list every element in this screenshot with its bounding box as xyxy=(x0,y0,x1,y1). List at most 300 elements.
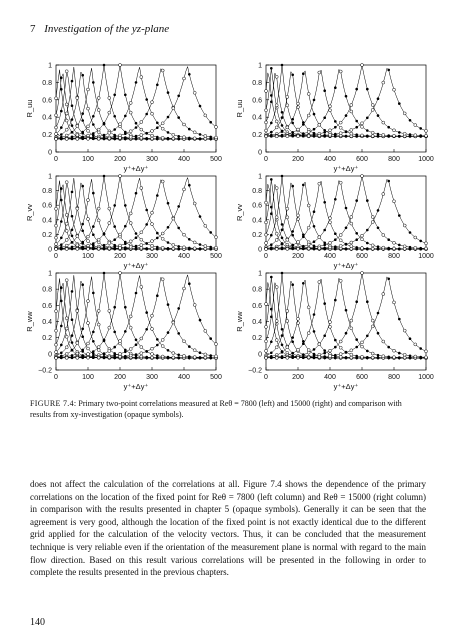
data-point-filled xyxy=(366,129,369,132)
data-point-open xyxy=(265,233,268,236)
data-point-filled xyxy=(345,131,348,134)
y-tick-label: 0.8 xyxy=(252,188,262,196)
data-point-filled xyxy=(124,225,127,228)
data-point-open xyxy=(307,351,310,354)
data-point-filled xyxy=(291,135,294,138)
data-point-filled xyxy=(145,328,148,331)
data-point-filled xyxy=(377,97,380,100)
data-point-filled xyxy=(345,114,348,117)
data-point-filled xyxy=(323,201,326,204)
data-point-filled xyxy=(334,238,337,241)
data-point-open xyxy=(286,207,289,210)
data-point-filled xyxy=(291,230,294,233)
data-point-open xyxy=(361,125,364,128)
data-point-open xyxy=(329,217,332,220)
data-point-filled xyxy=(387,238,390,241)
data-point-open xyxy=(361,341,364,344)
data-point-filled xyxy=(334,86,337,89)
data-point-filled xyxy=(313,128,316,131)
data-point-filled xyxy=(103,352,106,355)
data-point-open xyxy=(275,238,278,241)
data-point-filled xyxy=(124,136,127,139)
data-point-filled xyxy=(135,245,138,248)
data-point-filled xyxy=(387,126,390,129)
data-point-filled xyxy=(323,355,326,358)
data-point-filled xyxy=(291,185,294,188)
page-number: 140 xyxy=(30,617,45,628)
data-point-filled xyxy=(156,344,159,347)
data-point-filled xyxy=(124,355,127,358)
data-point-filled xyxy=(156,136,159,139)
data-point-open xyxy=(193,247,196,250)
data-point-filled xyxy=(156,237,159,240)
data-point-filled xyxy=(377,245,380,248)
data-point-open xyxy=(286,310,289,313)
data-point-open xyxy=(265,340,268,343)
data-point-filled xyxy=(419,134,422,137)
data-point-filled xyxy=(145,311,148,314)
data-point-open xyxy=(403,353,406,356)
data-point-open xyxy=(97,349,100,352)
data-point-open xyxy=(140,355,143,358)
y-tick-label: 0.4 xyxy=(42,319,52,326)
data-point-open xyxy=(339,132,342,135)
x-tick-label: 400 xyxy=(178,156,190,163)
data-point-open xyxy=(108,247,111,250)
data-point-open xyxy=(414,236,417,239)
data-point-filled xyxy=(81,223,84,226)
data-point-open xyxy=(119,233,122,236)
data-point-filled xyxy=(377,356,380,359)
data-point-open xyxy=(119,136,122,139)
data-point-filled xyxy=(71,341,74,344)
data-point-filled xyxy=(177,227,180,230)
data-point-open xyxy=(97,238,100,241)
data-point-open xyxy=(275,187,278,190)
data-point-open xyxy=(393,88,396,91)
data-point-filled xyxy=(366,135,369,138)
data-point-open xyxy=(76,356,79,359)
data-point-filled xyxy=(366,199,369,202)
data-point-open xyxy=(108,111,111,114)
data-point-open xyxy=(425,247,428,250)
body-paragraph: does not affect the calculation of the correlations at all. Figure 7.4 shows the dependence of the primary correlations on the location of the fixed point for Reθ = 7800 (left column) and Reθ = 15000 (right column) in comparison with the results presented in chapter 5 (opaque symbols). Generally it can be seen that the agreement is very good, although the location of the fixed point is not exactly identical due to the different grid applied for the calculation of the velocity vectors. Thus, it can be concluded that the measurement technique is very reliable even if the orientation of the measurement plane is normal with regard to the main flow direction. Based on this result various correlations will be presented in the following in order to complete the results presented in the previous chapters. xyxy=(30,479,426,578)
y-tick-label: 0.8 xyxy=(42,286,52,294)
data-point-filled xyxy=(124,132,127,135)
data-point-filled xyxy=(377,227,380,230)
correlation-curve xyxy=(266,176,426,249)
data-point-open xyxy=(183,246,186,249)
data-point-open xyxy=(265,121,268,124)
data-point-filled xyxy=(167,241,170,244)
data-point-open xyxy=(55,137,58,140)
y-axis-label: R_uu xyxy=(25,99,34,118)
data-point-open xyxy=(297,241,300,244)
data-point-filled xyxy=(199,243,202,246)
data-point-open xyxy=(350,319,353,322)
data-point-open xyxy=(97,219,100,222)
data-point-filled xyxy=(177,135,180,138)
correlation-curve xyxy=(266,65,426,136)
y-tick-label: 0.6 xyxy=(252,302,262,310)
data-point-filled xyxy=(81,283,84,286)
data-point-open xyxy=(55,114,58,117)
data-point-filled xyxy=(199,137,202,140)
data-point-filled xyxy=(167,356,170,359)
data-point-open xyxy=(119,175,122,178)
x-axis-label: y⁺+Δy⁺ xyxy=(333,261,359,270)
data-point-filled xyxy=(281,111,284,114)
data-point-filled xyxy=(281,116,284,119)
data-point-open xyxy=(318,343,321,346)
data-point-filled xyxy=(270,357,273,360)
data-point-open xyxy=(307,243,310,246)
x-tick-label: 200 xyxy=(292,253,304,260)
data-point-open xyxy=(215,136,218,139)
y-tick-label: 0 xyxy=(258,351,262,359)
data-point-open xyxy=(87,356,90,359)
y-tick-label: 0.2 xyxy=(252,132,262,140)
data-point-open xyxy=(172,107,175,110)
data-point-filled xyxy=(113,331,116,334)
x-tick-label: 800 xyxy=(388,253,400,260)
data-point-open xyxy=(275,346,278,349)
data-point-open xyxy=(172,247,175,250)
data-point-filled xyxy=(92,356,95,359)
data-point-filled xyxy=(124,351,127,354)
data-point-open xyxy=(97,247,100,250)
data-point-open xyxy=(87,247,90,250)
data-point-open xyxy=(76,207,79,210)
figure-caption-text: Primary two-point correlations measured at Reθ = 7800 (left) and 15000 (right) and comparison with results from xy-investigation (opaque symbols). xyxy=(30,399,402,419)
data-point-filled xyxy=(60,344,63,347)
data-point-open xyxy=(65,181,68,184)
data-point-open xyxy=(87,199,90,202)
data-point-filled xyxy=(60,286,63,289)
data-point-open xyxy=(286,216,289,219)
data-point-filled xyxy=(81,241,84,244)
data-point-filled xyxy=(71,191,74,194)
x-tick-label: 100 xyxy=(82,253,94,260)
data-point-open xyxy=(119,247,122,250)
data-point-open xyxy=(183,287,186,290)
data-point-filled xyxy=(188,345,191,348)
y-tick-label: 0.2 xyxy=(252,231,262,239)
y-tick-label: 0.4 xyxy=(252,217,262,225)
data-point-open xyxy=(265,109,268,112)
data-point-open xyxy=(108,350,111,353)
data-point-open xyxy=(151,356,154,359)
data-point-open xyxy=(193,137,196,140)
x-tick-label: 0 xyxy=(264,374,268,381)
data-point-open xyxy=(140,285,143,288)
data-point-open xyxy=(393,134,396,137)
data-point-filled xyxy=(398,356,401,359)
data-point-filled xyxy=(209,136,212,139)
data-point-open xyxy=(215,355,218,358)
data-point-open xyxy=(425,350,428,353)
y-tick-label: 1 xyxy=(258,173,262,181)
data-point-open xyxy=(140,187,143,190)
data-point-open xyxy=(193,356,196,359)
data-point-open xyxy=(318,71,321,74)
data-point-open xyxy=(151,327,154,330)
data-point-filled xyxy=(323,352,326,355)
data-point-filled xyxy=(71,318,74,321)
data-point-open xyxy=(318,134,321,137)
x-tick-label: 300 xyxy=(146,253,158,260)
data-point-open xyxy=(129,111,132,114)
data-point-open xyxy=(108,309,111,312)
data-point-filled xyxy=(209,354,212,357)
data-point-open xyxy=(275,320,278,323)
data-point-open xyxy=(215,236,218,239)
data-point-filled xyxy=(81,328,84,331)
data-point-open xyxy=(97,309,100,312)
data-point-filled xyxy=(135,126,138,129)
data-point-open xyxy=(55,97,58,100)
data-point-open xyxy=(286,104,289,107)
data-point-filled xyxy=(199,133,202,136)
data-point-filled xyxy=(291,234,294,237)
data-point-open xyxy=(172,137,175,140)
data-point-filled xyxy=(355,246,358,249)
x-axis-label: y⁺+Δy⁺ xyxy=(333,164,359,173)
data-point-filled xyxy=(323,116,326,119)
data-point-filled xyxy=(113,115,116,118)
data-point-open xyxy=(151,101,154,104)
data-point-open xyxy=(140,244,143,247)
y-axis-label: R_vv xyxy=(235,203,244,222)
data-point-open xyxy=(151,240,154,243)
data-point-open xyxy=(76,247,79,250)
data-point-filled xyxy=(81,138,84,141)
data-point-open xyxy=(275,286,278,289)
data-point-open xyxy=(339,121,342,124)
data-point-open xyxy=(393,356,396,359)
data-point-open xyxy=(393,349,396,352)
data-point-filled xyxy=(270,131,273,134)
y-axis-label: R_ww xyxy=(25,311,34,332)
data-point-open xyxy=(183,354,186,357)
y-tick-label: 0.2 xyxy=(42,231,52,239)
data-point-open xyxy=(361,122,364,125)
data-point-open xyxy=(65,103,68,106)
data-point-open xyxy=(318,236,321,239)
data-point-open xyxy=(140,346,143,349)
data-point-filled xyxy=(302,247,305,250)
data-point-open xyxy=(55,236,58,239)
data-point-filled xyxy=(334,126,337,129)
data-point-filled xyxy=(355,238,358,241)
data-point-filled xyxy=(323,334,326,337)
y-tick-label: 0 xyxy=(48,149,52,157)
correlation-curve xyxy=(266,281,426,358)
data-point-open xyxy=(371,108,374,111)
y-tick-label: 0 xyxy=(258,246,262,254)
data-point-filled xyxy=(71,248,74,251)
data-point-open xyxy=(403,356,406,359)
data-point-open xyxy=(329,355,332,358)
data-point-filled xyxy=(113,204,116,207)
data-point-open xyxy=(183,340,186,343)
data-point-filled xyxy=(377,332,380,335)
data-point-open xyxy=(393,129,396,132)
data-point-filled xyxy=(156,338,159,341)
data-point-filled xyxy=(345,351,348,354)
data-point-filled xyxy=(302,353,305,356)
data-point-open xyxy=(129,222,132,225)
data-point-open xyxy=(119,340,122,343)
x-tick-label: 0 xyxy=(54,156,58,163)
data-point-open xyxy=(350,104,353,107)
data-point-filled xyxy=(334,245,337,248)
data-point-filled xyxy=(313,356,316,359)
data-point-filled xyxy=(92,81,95,84)
data-point-filled xyxy=(302,236,305,239)
data-point-open xyxy=(65,137,68,140)
data-point-open xyxy=(350,356,353,359)
data-point-open xyxy=(140,128,143,131)
data-point-filled xyxy=(156,246,159,249)
data-point-open xyxy=(65,356,68,359)
correlation-curve xyxy=(266,184,426,249)
data-point-filled xyxy=(291,131,294,134)
data-point-filled xyxy=(281,243,284,246)
x-tick-label: 400 xyxy=(324,253,336,260)
y-tick-label: 0.8 xyxy=(42,188,52,196)
data-point-filled xyxy=(145,356,148,359)
data-point-open xyxy=(329,129,332,132)
data-point-open xyxy=(87,125,90,128)
data-point-filled xyxy=(270,341,273,344)
data-point-open xyxy=(307,356,310,359)
data-point-filled xyxy=(60,133,63,136)
data-point-filled xyxy=(71,235,74,238)
data-point-filled xyxy=(291,356,294,359)
data-point-filled xyxy=(81,248,84,251)
data-point-filled xyxy=(313,348,316,351)
data-point-filled xyxy=(71,215,74,218)
data-point-filled xyxy=(345,247,348,250)
data-point-open xyxy=(151,112,154,115)
data-point-open xyxy=(371,244,374,247)
data-point-open xyxy=(382,355,385,358)
data-point-open xyxy=(329,105,332,108)
data-point-filled xyxy=(387,346,390,349)
y-tick-label: 0 xyxy=(48,246,52,254)
data-point-open xyxy=(307,247,310,250)
correlation-figure xyxy=(0,55,452,400)
data-point-open xyxy=(87,347,90,350)
data-point-open xyxy=(87,88,90,91)
data-point-open xyxy=(129,135,132,138)
data-point-filled xyxy=(188,355,191,358)
data-point-open xyxy=(382,293,385,296)
data-point-filled xyxy=(177,137,180,140)
data-point-open xyxy=(161,180,164,183)
data-point-open xyxy=(371,352,374,355)
data-point-filled xyxy=(92,132,95,135)
data-point-open xyxy=(76,352,79,355)
data-point-filled xyxy=(398,135,401,138)
data-point-open xyxy=(361,238,364,241)
data-point-filled xyxy=(177,116,180,119)
data-point-open xyxy=(382,340,385,343)
data-point-open xyxy=(204,356,207,359)
data-point-open xyxy=(350,110,353,113)
data-point-filled xyxy=(281,223,284,226)
data-point-open xyxy=(87,129,90,132)
data-point-filled xyxy=(167,331,170,334)
data-point-filled xyxy=(124,243,127,246)
data-point-open xyxy=(193,131,196,134)
data-point-filled xyxy=(156,194,159,197)
data-point-open xyxy=(119,272,122,275)
data-point-open xyxy=(108,137,111,140)
data-point-open xyxy=(65,128,68,131)
data-point-open xyxy=(151,314,154,317)
data-point-open xyxy=(350,132,353,135)
data-point-filled xyxy=(398,102,401,105)
y-tick-label: 0 xyxy=(258,149,262,157)
data-point-filled xyxy=(302,342,305,345)
x-tick-label: 300 xyxy=(146,374,158,381)
data-point-filled xyxy=(209,337,212,340)
data-point-open xyxy=(371,356,374,359)
data-point-filled xyxy=(156,232,159,235)
data-point-filled xyxy=(270,122,273,125)
data-point-filled xyxy=(92,292,95,295)
data-point-open xyxy=(140,136,143,139)
data-point-filled xyxy=(60,248,63,251)
data-point-filled xyxy=(323,302,326,305)
data-point-filled xyxy=(71,104,74,107)
data-point-filled xyxy=(334,339,337,342)
data-point-filled xyxy=(409,355,412,358)
data-point-open xyxy=(151,353,154,356)
data-point-filled xyxy=(145,132,148,135)
x-tick-label: 400 xyxy=(324,374,336,381)
correlation-curve xyxy=(266,73,426,136)
data-point-open xyxy=(286,356,289,359)
data-point-open xyxy=(350,216,353,219)
data-point-filled xyxy=(334,346,337,349)
data-point-filled xyxy=(270,243,273,246)
data-point-open xyxy=(108,326,111,329)
data-point-open xyxy=(361,272,364,275)
data-point-open xyxy=(183,123,186,126)
data-point-filled xyxy=(60,138,63,141)
data-point-filled xyxy=(270,67,273,70)
data-point-filled xyxy=(334,232,337,235)
data-point-open xyxy=(108,242,111,245)
data-point-filled xyxy=(366,356,369,359)
data-point-filled xyxy=(419,127,422,130)
data-point-open xyxy=(151,134,154,137)
data-point-open xyxy=(55,343,58,346)
data-point-open xyxy=(129,326,132,329)
data-point-open xyxy=(329,133,332,136)
data-point-filled xyxy=(135,339,138,342)
data-point-open xyxy=(318,247,321,250)
data-point-filled xyxy=(103,356,106,359)
data-point-open xyxy=(129,315,132,318)
data-point-filled xyxy=(419,247,422,250)
data-point-filled xyxy=(355,300,358,303)
data-point-filled xyxy=(177,307,180,310)
data-point-open xyxy=(286,95,289,98)
